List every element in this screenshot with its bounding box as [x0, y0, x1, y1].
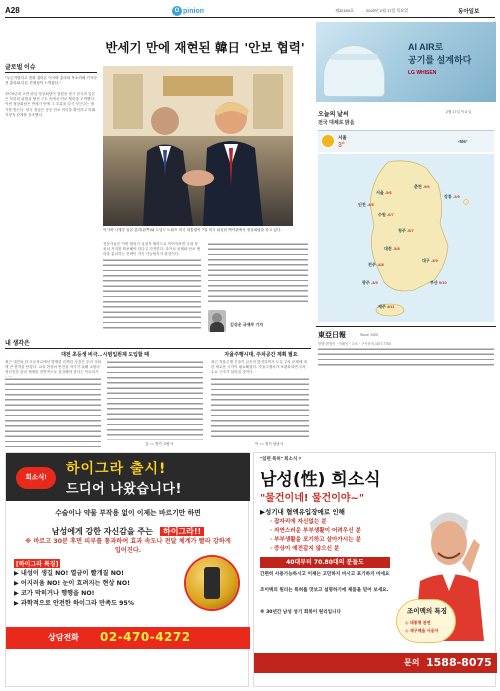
- higra-line-2: [6, 519, 250, 538]
- weather-city-temp: -5/6: [384, 190, 392, 195]
- higra-features: [14, 569, 174, 609]
- weather-city-name: 부산: [430, 280, 439, 285]
- weather-city-name: 제주: [378, 304, 387, 309]
- joymac-point-title: ▶성기내 혈액유입장애로 인해: [260, 508, 345, 516]
- weather-city-name: 수원: [378, 212, 387, 217]
- column-text-block-2: [208, 242, 308, 306]
- weather-city-name: 광주: [362, 280, 371, 285]
- donga-info: 발행·편집인 · 인쇄인 · 주소 · 구독문의 1577-7700: [318, 342, 392, 346]
- weather-city-item: [422, 258, 438, 264]
- weather-city-temp: -5/7: [406, 228, 414, 233]
- column-rule: [5, 72, 97, 73]
- weather-city-item: [430, 280, 447, 286]
- joymac-phone-label: 문의: [404, 658, 420, 667]
- weather-city-item: [358, 202, 374, 208]
- weather-city-item: [444, 194, 460, 200]
- weather-city-temp: -4/8: [376, 262, 384, 267]
- higra-ad: [5, 452, 249, 687]
- weather-city-item: [376, 190, 392, 196]
- higra-feature-3: ▶ 코가 막히거나 행행을 NO!: [14, 590, 95, 597]
- weather-city-name: 청주: [398, 228, 407, 233]
- weather-summary: [318, 130, 494, 152]
- column-text-block-1: [103, 258, 201, 332]
- higra-headline-1: 하이그라 출시!: [66, 461, 167, 477]
- reader-section: [5, 336, 311, 450]
- donga-info-lines: [318, 347, 494, 369]
- joymac-feature-2: ◎ 재구매율 사용자: [405, 628, 439, 633]
- sun-icon: [322, 135, 334, 147]
- weather-city-temp: -3/9: [430, 258, 438, 263]
- author-photo: [208, 310, 226, 332]
- weather-city-temp: -2/9: [452, 194, 460, 199]
- higra-feature-2: ▶ 어지러움 NO! 눈이 흐려지는 현상 NO!: [14, 580, 130, 587]
- donga-tagline: Since 1920: [360, 333, 378, 337]
- issue-date: 2025년 2월 17일 목요일: [366, 8, 409, 13]
- reader-right-title: 자율주행시대, 주차공간 계획 필요: [224, 352, 298, 358]
- photo-illustration: [103, 66, 293, 226]
- joymac-points: [270, 518, 420, 554]
- weather-city-temp: -4/5: [366, 202, 374, 207]
- weather-city-temp: -9/6: [422, 184, 430, 189]
- weather-city-item: [398, 228, 414, 234]
- joymac-point-4: · 증상이 예전같지 않으신 분: [270, 546, 340, 552]
- weather-city-list: [318, 154, 494, 322]
- joymac-box-line-2: 조이맥의 원리는 특허를 맛보고 설명하기에 제품을 믿어 보세요.: [260, 588, 389, 593]
- joymac-sub: "물건이네! 물건이야~": [260, 493, 365, 504]
- reader-label: 내 생각은: [5, 341, 30, 347]
- higra-phone-label: 상담전화: [48, 633, 79, 642]
- lg-ad-title-1: AI AIR로: [408, 42, 444, 52]
- weather-city-name: 춘천: [414, 184, 423, 189]
- weather-title: 오늘의 날씨: [318, 112, 349, 118]
- weather-map: [318, 154, 494, 322]
- weather-city-item: [362, 280, 378, 286]
- weather-city-item: [378, 212, 394, 218]
- higra-headline-2: 드디어 나왔습니다!: [66, 482, 182, 497]
- weather-city-temp: -5/8: [392, 246, 400, 251]
- weather-current-temp: 3°: [338, 142, 345, 149]
- weather-city-name: 강릉: [444, 194, 453, 199]
- joymac-top-line: "일편 특허" 희소식 ?: [260, 456, 302, 461]
- joymac-point-2: · 자연스러운 부부생활이 어려우신 분: [270, 528, 361, 534]
- weather-city-item: [378, 304, 394, 310]
- higra-product-image: [186, 557, 238, 609]
- higra-feature-4: ▶ 과학적으로 안전한 하이그라 만족도 95%: [14, 600, 134, 607]
- joymac-headline: 남성(性) 희소식: [260, 470, 381, 490]
- reader-left-body: 최근 대전의 한 초등학교에서 발생한 끔찍한 사건은 우리 사회에 큰 충격을 안겼다. 교육 현장의 안전을 지키기 위해 교원의 정신건강 관리 체계를 전면적으로 점검해야 한다는 목소리가: [5, 360, 101, 375]
- joymac-product-circle: [396, 599, 456, 643]
- weather-city-name: 전주: [368, 262, 377, 267]
- photo-caption: 이시바 시게루 일본 총리(왼쪽)와 도널드 트럼프 미국 대통령이 7일 미국 워싱턴 백악관에서 정상회담을 하고 있다.: [103, 228, 282, 232]
- weather-city-item: [368, 262, 384, 268]
- reader-rule: [5, 348, 311, 349]
- header-rule: [5, 17, 495, 18]
- higra-notice: ※ 바르고 30분 후면 피부를 통과하여 효과 속도나 전달 체계가 빨라 강하게 입어진다.: [25, 538, 231, 554]
- weather-city-name: 대구: [422, 258, 431, 263]
- joymac-banner: 40대부터 70.80대의 분들도: [260, 557, 390, 568]
- higra-product-name: 하이그라!!: [160, 527, 204, 536]
- reader-left-block-2: [107, 360, 203, 440]
- joymac-point-3: · 부부생활을 포기하고 살아가시는 분: [270, 537, 361, 543]
- lg-ad: [316, 22, 496, 102]
- column-lead: "두근거렸다고 전화 걸어온 이시바 총리의 목소리에 기시다 전 총리와 다른 진정성이 느껴졌다.": [5, 76, 97, 86]
- weather-city-temp: 0/10: [438, 280, 447, 285]
- weather-city-label: 서울: [338, 135, 347, 140]
- reader-left-author: 김 ○○ 경기 고양시: [145, 442, 174, 446]
- higra-phone-number[interactable]: 02-470-4272: [100, 630, 191, 644]
- section-title: pinion: [183, 7, 204, 15]
- joymac-product-name: 조이맥의 특징: [407, 607, 447, 615]
- summit-photo: [103, 66, 293, 226]
- joymac-ad: [253, 452, 496, 687]
- donga-logo: 東亞日報: [318, 331, 346, 339]
- section-o-mark: O: [172, 6, 182, 16]
- higra-line-1: 수술이나 약물 부작용 없이 이제는 바르기만 하면: [55, 509, 201, 517]
- reader-left-title: 대전 초등생 비극…시범입원제 도입할 때: [61, 352, 149, 358]
- column-label: 글로벌 이슈: [5, 65, 36, 71]
- higra-phone-bar[interactable]: [6, 627, 250, 649]
- joymac-box-line-1: 간편히 사용가능하시고 이제는 고민하지 마시고 포기하지 마세요: [260, 572, 390, 577]
- joymac-point-1: · 잡자리에 자신없는 분: [270, 519, 327, 525]
- higra-line-2-text: 남성에게 강한 자신감을 주는: [51, 527, 153, 536]
- weather-date: 2월 17일 목요일: [446, 110, 472, 114]
- higra-ad-banner: [6, 453, 250, 501]
- higra-feature-1: ▶ 내성이 생길 NO! 열금이 빨개질 NO!: [14, 570, 124, 577]
- lg-ad-title-2: 공기를 설계하다: [408, 55, 472, 65]
- weather-city-item: [414, 184, 430, 190]
- higra-list-title: [하이그라 특징]: [16, 561, 59, 568]
- weather-city-temp: 4/11: [386, 304, 395, 309]
- section-name: [172, 4, 232, 18]
- weather-city-name: 대전: [384, 246, 393, 251]
- column-body-2: 전문가들은 이번 합의가 실질적 협력으로 이어지려면 국내 정치의 지지를 확보해야 한다고 지적한다. 과거사 문제와 안보 협력을 분리하는 전략이 지속 가능할지가 관건이다.: [103, 242, 201, 257]
- donga-box: [316, 326, 496, 370]
- column-author: 김상운 국제부 기자: [230, 322, 264, 327]
- weather-city-name: 인천: [358, 202, 367, 207]
- page-number: A28: [5, 6, 20, 15]
- joymac-notice: ※ 30년간 남성 성기 회복이 원리입니다: [260, 610, 341, 615]
- weather-box: [316, 106, 496, 324]
- weather-subtitle: 전국 대체로 맑음: [318, 120, 355, 126]
- higra-badge: 회소식!: [16, 467, 56, 489]
- reader-left-block-1: [5, 377, 101, 447]
- lg-ad-brand: LG WHISEN: [408, 70, 437, 76]
- joymac-feature-1: ◎ 대통령 관련: [405, 620, 431, 625]
- weather-city-name: 서울: [376, 190, 385, 195]
- brand-name: 동아일보: [458, 8, 480, 15]
- reader-right-block: [211, 377, 309, 441]
- reader-right-author: 이 ○○ 경기 성남시: [255, 442, 284, 446]
- weather-city-item: [384, 246, 400, 252]
- main-headline: 반세기 만에 재현된 韓日 '안보 협력': [105, 40, 305, 55]
- joymac-phone-bar[interactable]: [254, 653, 497, 673]
- reader-right-body: 최근 자율주행 기술이 급속히 발전하면서 도심 주차 문제에 대한 새로운 시각이 필요해졌다. 자율주행차가 보편화되면 주차 수요 구조가 달라질 것이다.: [211, 360, 307, 375]
- weather-city-temp: -6/7: [386, 212, 394, 217]
- joymac-phone-number[interactable]: 1588-8075: [426, 656, 492, 669]
- weather-highlow: -5/6°: [458, 139, 468, 144]
- issue-info: 제32169호: [335, 8, 354, 13]
- column-body: 1970년대 초반 한일 정상회담이 열렸을 당시 한국과 일본은 북한의 위협과 냉전 구도 속에서 안보 협력을 모색했다. 이번 정상회담은 반세기 만에 그 흐름을 다시 잇는다는 평가를 받는다. 양국 정상은 공동 안보 이익을 확인하고 미래 지향적 관계를 강조했다.: [5, 92, 96, 117]
- weather-city-temp: -3/9: [370, 280, 378, 285]
